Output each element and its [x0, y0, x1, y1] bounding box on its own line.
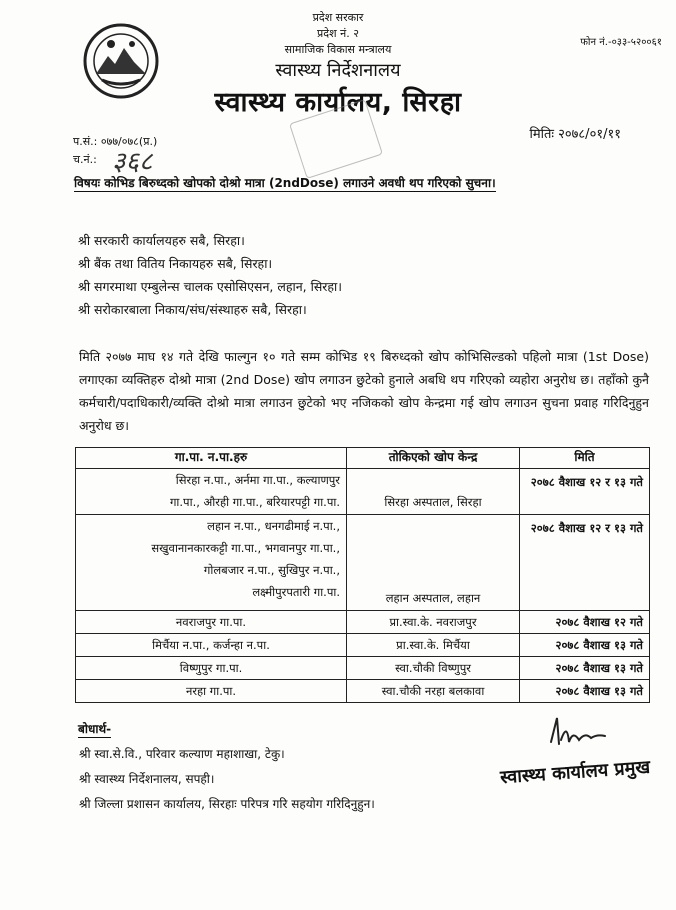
area-line: सिरहा न.पा., अर्नमा गा.पा., कल्याणपुर: [175, 473, 340, 487]
center-cell: सिरहा अस्पताल, सिरहा: [347, 469, 520, 515]
subject-line: विषयः कोभिड बिरुध्दको खोपको दोश्रो मात्रा (2ndDose) लगाउने अवधी थप गरिएको सुचना।: [74, 176, 496, 190]
cc-heading: बोधार्थ-: [78, 722, 112, 736]
date-cell: २०७८ वैशाख १३ गते: [520, 657, 650, 680]
table-row: [76, 634, 650, 657]
cc-item-2: श्री स्वास्थ्य निर्देशनालय, सपही।: [79, 772, 215, 786]
column-header-date: मिति: [520, 448, 650, 469]
area-line: मिर्चैया न.पा., कर्जन्हा न.पा.: [152, 638, 270, 652]
header-line-3: सामाजिक विकास मन्त्रालय: [284, 43, 392, 56]
column-header-areas: गा.पा. न.पा.हरु: [76, 448, 347, 469]
areas-cell: [76, 611, 347, 634]
areas-cell: [76, 515, 347, 611]
column-header-center: तोकिएको खोप केन्द्र: [347, 448, 520, 469]
header-line-1: प्रदेश सरकार: [312, 11, 364, 24]
areas-cell: [76, 657, 347, 680]
center-cell: स्वा.चौकी विष्णुपुर: [347, 657, 520, 680]
cc-item-1: श्री स्वा.से.वि., परिवार कल्याण महाशाखा, टेकु।: [79, 747, 285, 761]
center-cell: प्रा.स्वा.के. मिर्चैया: [347, 634, 520, 657]
area-line: गा.पा., औरही गा.पा., बरियारपट्टी गा.पा.: [169, 495, 340, 509]
phone-number: फोन नं.-०३३-५२००६१: [580, 37, 662, 48]
body-paragraph: मिति २०७७ माघ १४ गते देखि फाल्गुन १० गते सम्म कोभिड १९ बिरुध्दको खोप कोभिसिल्डको पहिलो मात्रा (1st Dose) लगाएका व्यक्तिहरु दोश्रो मात्रा (2nd Dose) खोप लगाउन छुटेको हुनाले अबधि थप गरिएको व्यहोरा अनुरोध छ। तहाँको कुनै कर्मचारी/पदाधिकारी/व्यक्ति दोश्रो मात्रा लगाउन छुटेको भए नजिकको खोप केन्द्रमा गई खोप लगाउन सुचना प्रवाह गरिदिनुहुन अनुरोध छ।: [79, 349, 649, 433]
reference-ps: प.सं.: ०७७/०७८(प्र.): [73, 135, 158, 148]
addressee-2: श्री बैंक तथा वितिय निकायहरु सबै, सिरहा।: [78, 256, 273, 271]
table-row: [76, 657, 650, 680]
header-line-2: प्रदेश नं. २: [317, 27, 359, 40]
cc-item-3: श्री जिल्ला प्रशासन कार्यालय, सिरहाः परिपत्र गरि सहयोग गरिदिनुहुन।: [79, 797, 375, 811]
areas-cell: [76, 634, 347, 657]
date-cell: २०७८ वैशाख १२ गते: [520, 611, 650, 634]
addressee-3: श्री सगरमाथा एम्बुलेन्स चालक एसोसिएसन, लहान, सिरहा।: [78, 279, 343, 294]
table-header-row: [76, 448, 650, 469]
letter-date: मितिः २०७८/०१/११: [529, 127, 621, 142]
areas-cell: [76, 680, 347, 703]
date-cell: २०७८ वैशाख १३ गते: [520, 634, 650, 657]
center-cell: स्वा.चौकी नरहा बलकावा: [347, 680, 520, 703]
area-line: लहान न.पा., धनगढीमाई न.पा.,: [207, 519, 340, 533]
table-row: [76, 611, 650, 634]
handwritten-signature: [545, 712, 615, 752]
vaccination-schedule-table: [75, 447, 650, 703]
area-line: नरहा गा.पा.: [185, 684, 237, 698]
header-line-4: स्वास्थ्य निर्देशनालय: [275, 60, 401, 81]
date-cell: २०७८ वैशाख १२ र १३ गते: [520, 515, 650, 611]
center-cell: लहान अस्पताल, लहान: [347, 515, 520, 611]
office-name: स्वास्थ्य कार्यालय, सिरहा: [214, 87, 462, 118]
chn-number: ३६८: [112, 147, 153, 177]
date-cell: २०७८ वैशाख १२ र १३ गते: [520, 469, 650, 515]
office-chief-title: स्वास्थ्य कार्यालय प्रमुख: [499, 756, 651, 789]
center-cell: प्रा.स्वा.के. नवराजपुर: [347, 611, 520, 634]
chn-label: च.नं.:: [73, 153, 97, 166]
table-row: [76, 680, 650, 703]
area-line: नवराजपुर गा.पा.: [175, 615, 247, 629]
area-line: लक्ष्मीपुरपतारी गा.पा.: [252, 585, 340, 599]
addressee-1: श्री सरकारी कार्यालयहरु सबै, सिरहा।: [78, 233, 245, 248]
area-line: गोलबजार न.पा., सुखिपुर न.पा.,: [203, 563, 340, 577]
area-line: सखुवानानकारकट्टी गा.पा., भगवानपुर गा.पा.,: [151, 541, 340, 555]
table-row: [76, 469, 650, 515]
table-row: [76, 515, 650, 611]
area-line: विष्णुपुर गा.पा.: [179, 661, 243, 675]
addressee-4: श्री सरोकारबाला निकाय/संघ/संस्थाहरु सबै, सिरहा।: [78, 302, 307, 317]
areas-cell: [76, 469, 347, 515]
date-cell: २०७८ वैशाख १३ गते: [520, 680, 650, 703]
